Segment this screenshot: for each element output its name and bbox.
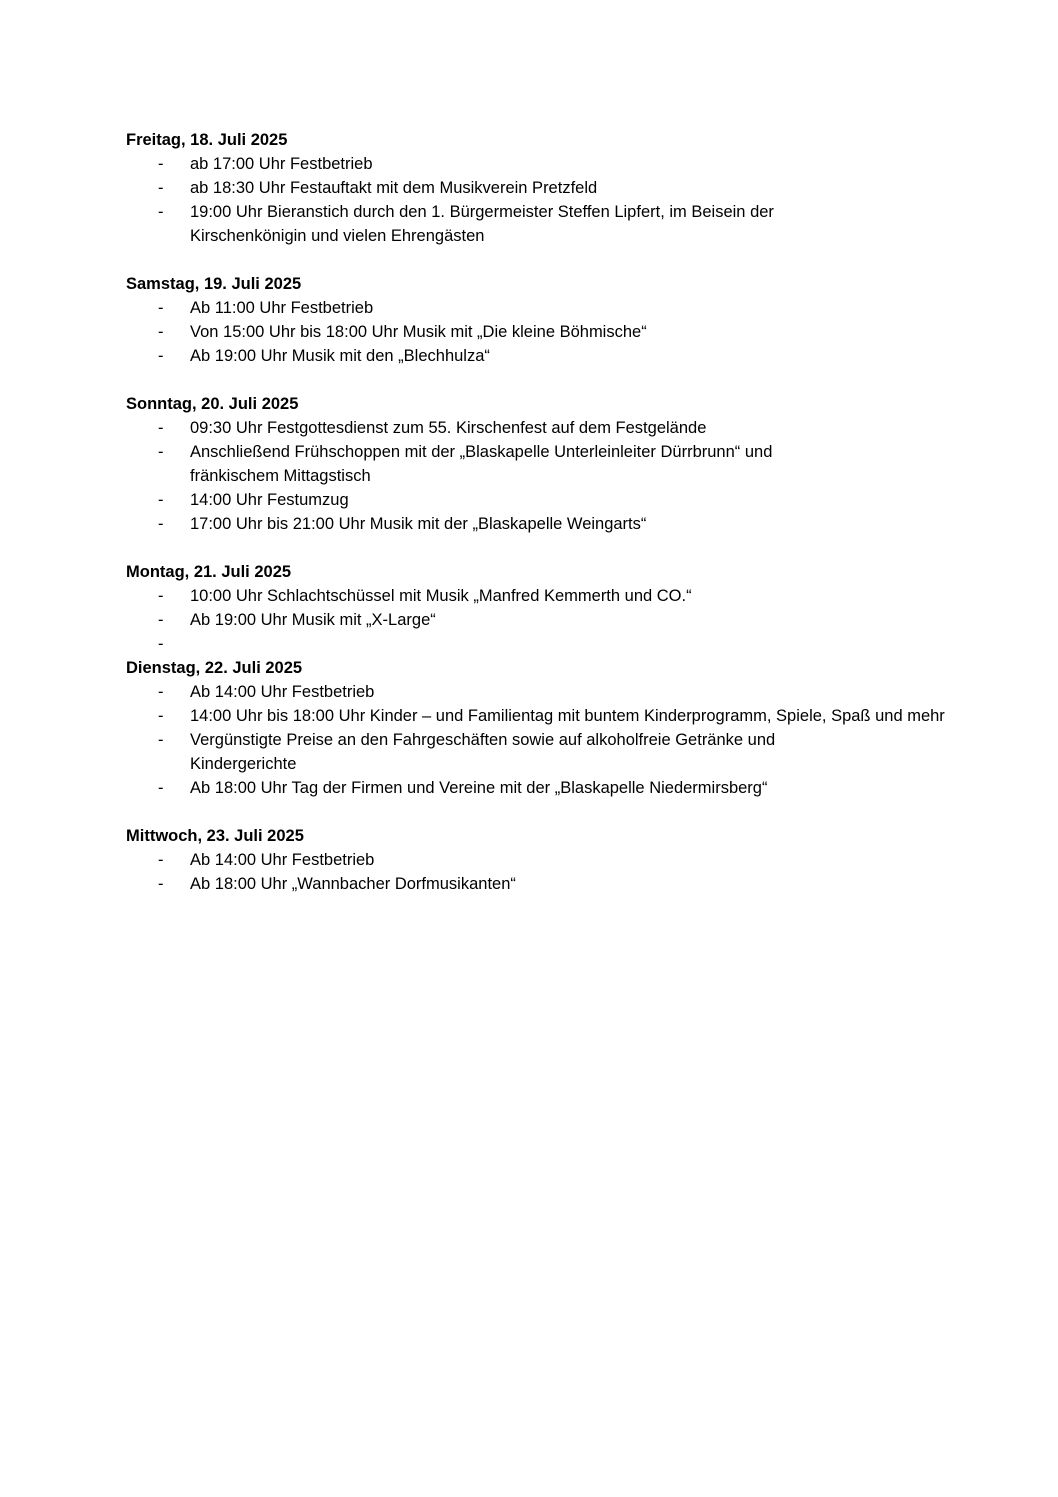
event-item <box>126 584 946 608</box>
dash-bullet: - <box>158 155 164 173</box>
dash-bullet: - <box>158 443 164 461</box>
event-text: Ab 14:00 Uhr Festbetrieb <box>190 851 375 869</box>
event-item-empty <box>126 632 946 656</box>
dash-bullet: - <box>158 179 164 197</box>
dash-bullet: - <box>158 491 164 509</box>
event-text: 09:30 Uhr Festgottesdienst zum 55. Kirschenfest auf dem Festgelände <box>190 419 707 437</box>
event-text: 17:00 Uhr bis 21:00 Uhr Musik mit der „Blaskapelle Weingarts“ <box>190 515 647 533</box>
day-heading: Freitag, 18. Juli 2025 <box>126 131 288 149</box>
dash-bullet: - <box>158 851 164 869</box>
dash-bullet: - <box>158 683 164 701</box>
event-item <box>126 176 946 200</box>
event-list <box>126 152 946 248</box>
event-text: 19:00 Uhr Bieranstich durch den 1. Bürgermeister Steffen Lipfert, im Beisein der Kirschenkönigin und vielen Ehrengästen <box>190 203 774 245</box>
event-text: Ab 18:00 Uhr Tag der Firmen und Vereine mit der „Blaskapelle Niedermirsberg“ <box>190 779 768 797</box>
day-section-wednesday <box>126 824 946 896</box>
event-list <box>126 584 946 656</box>
event-text: 14:00 Uhr bis 18:00 Uhr Kinder – und Familientag mit buntem Kinderprogramm, Spiele, Spaß und mehr <box>190 707 945 725</box>
event-item <box>126 704 946 728</box>
event-text: Ab 11:00 Uhr Festbetrieb <box>190 299 374 317</box>
day-heading: Samstag, 19. Juli 2025 <box>126 275 302 293</box>
event-list <box>126 296 946 368</box>
dash-bullet: - <box>158 611 164 629</box>
dash-bullet: - <box>158 731 164 749</box>
event-item <box>126 680 946 704</box>
day-section-friday <box>126 128 946 248</box>
event-item <box>126 488 946 512</box>
day-section-sunday <box>126 392 946 536</box>
day-heading: Dienstag, 22. Juli 2025 <box>126 659 303 677</box>
dash-bullet: - <box>158 635 164 653</box>
event-item <box>126 512 946 536</box>
dash-bullet: - <box>158 779 164 797</box>
day-section-monday <box>126 560 946 656</box>
event-text: Ab 19:00 Uhr Musik mit „X-Large“ <box>190 611 436 629</box>
event-list <box>126 848 946 896</box>
event-item <box>126 776 946 800</box>
event-item <box>126 344 946 368</box>
event-item <box>126 200 946 248</box>
event-item <box>126 608 946 632</box>
day-heading: Sonntag, 20. Juli 2025 <box>126 395 299 413</box>
event-item <box>126 296 946 320</box>
event-list <box>126 416 946 536</box>
dash-bullet: - <box>158 515 164 533</box>
day-heading: Montag, 21. Juli 2025 <box>126 563 292 581</box>
dash-bullet: - <box>158 707 164 725</box>
event-text: Ab 18:00 Uhr „Wannbacher Dorfmusikanten“ <box>190 875 516 893</box>
dash-bullet: - <box>158 587 164 605</box>
event-text: 10:00 Uhr Schlachtschüssel mit Musik „Manfred Kemmerth und CO.“ <box>190 587 692 605</box>
dash-bullet: - <box>158 875 164 893</box>
day-section-tuesday <box>126 656 946 800</box>
dash-bullet: - <box>158 347 164 365</box>
event-text: Ab 14:00 Uhr Festbetrieb <box>190 683 375 701</box>
festival-schedule <box>126 128 946 920</box>
event-item <box>126 320 946 344</box>
day-heading: Mittwoch, 23. Juli 2025 <box>126 827 304 845</box>
event-text: Anschließend Frühschoppen mit der „Blaskapelle Unterleinleiter Dürrbrunn“ und fränkischem Mittagstisch <box>190 443 773 485</box>
event-text: Von 15:00 Uhr bis 18:00 Uhr Musik mit „Die kleine Böhmische“ <box>190 323 647 341</box>
event-item <box>126 728 946 776</box>
event-item <box>126 152 946 176</box>
event-text: 14:00 Uhr Festumzug <box>190 491 349 509</box>
dash-bullet: - <box>158 419 164 437</box>
event-item <box>126 440 946 488</box>
event-item <box>126 416 946 440</box>
event-list <box>126 680 946 800</box>
dash-bullet: - <box>158 323 164 341</box>
event-text: Vergünstigte Preise an den Fahrgeschäften sowie auf alkoholfreie Getränke und Kindergerichte <box>190 731 776 773</box>
dash-bullet: - <box>158 203 164 221</box>
day-section-saturday <box>126 272 946 368</box>
dash-bullet: - <box>158 299 164 317</box>
event-item <box>126 872 946 896</box>
event-item <box>126 848 946 872</box>
event-text: Ab 19:00 Uhr Musik mit den „Blechhulza“ <box>190 347 490 365</box>
event-text: ab 18:30 Uhr Festauftakt mit dem Musikverein Pretzfeld <box>190 179 598 197</box>
event-text: ab 17:00 Uhr Festbetrieb <box>190 155 373 173</box>
